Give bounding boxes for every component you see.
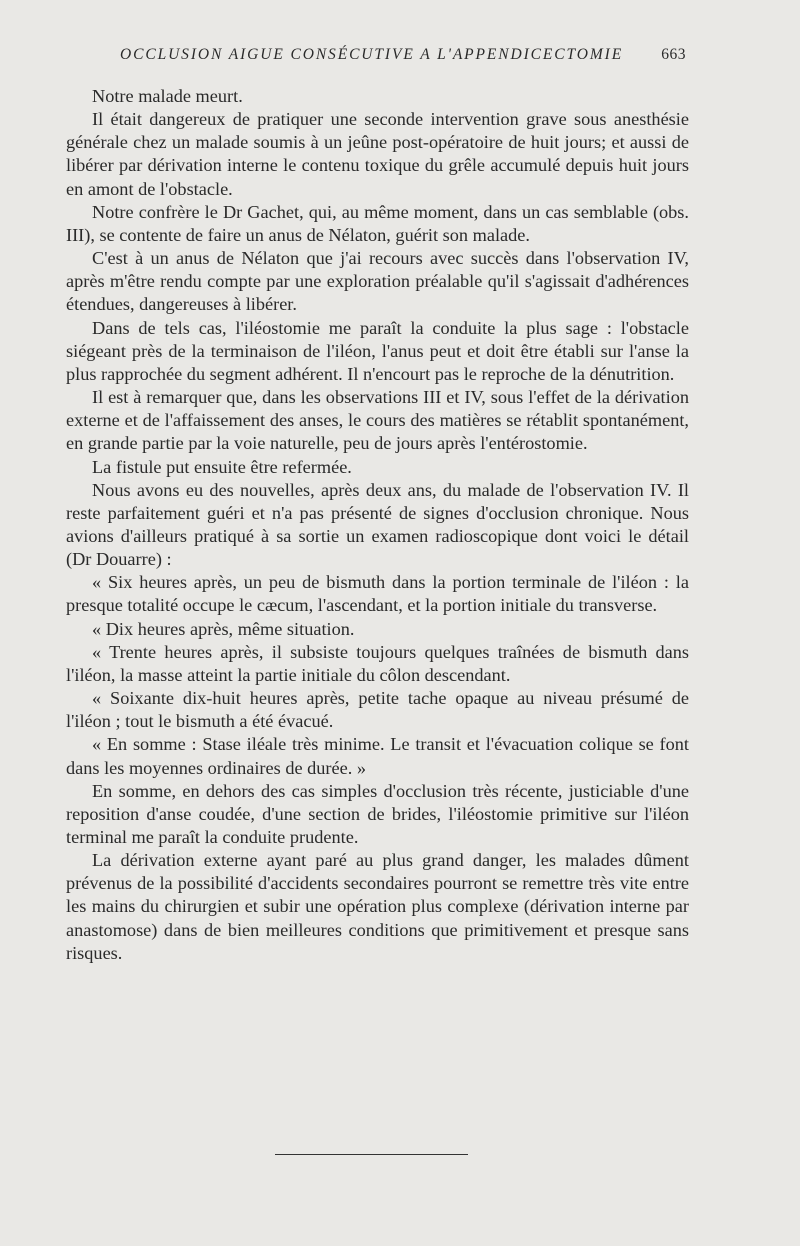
section-end-rule: [275, 1154, 468, 1155]
radioscopy-quote: « Six heures après, un peu de bismuth dans la portion terminale de l'iléon : la presque totalité occupe le cæcum, l'ascendant, et la portion initiale du transverse.: [66, 572, 689, 616]
radioscopy-quote: « En somme : Stase iléale très minime. Le transit et l'évacuation colique se font dans les moyennes ordinaires de durée. »: [66, 734, 689, 778]
radioscopy-quote: « Soixante dix-huit heures après, petite tache opaque au niveau présumé de l'iléon ; tout le bismuth a été évacué.: [66, 688, 689, 732]
paragraph: Il est à remarquer que, dans les observations III et IV, sous l'effet de la dérivation externe et de l'affaissement des anses, le cours des matières se rétablit spontanément, en grande partie par la voie naturelle, peu de jours après l'entérostomie.: [66, 387, 689, 454]
paragraph: Il était dangereux de pratiquer une seconde intervention grave sous anesthésie générale chez un malade soumis à un jeûne post-opératoire de huit jours; et aussi de libérer par dérivation interne le contenu toxique du grêle accumulé depuis huit jours en amont de l'obstacle.: [66, 109, 689, 199]
running-title: OCCLUSION AIGUE CONSÉCUTIVE A L'APPENDICECTOMIE: [120, 46, 624, 63]
running-head: [120, 46, 686, 64]
paragraph: Notre malade meurt.: [92, 86, 243, 106]
paragraph: La dérivation externe ayant paré au plus grand danger, les malades dûment prévenus de la possibilité d'accidents secondaires pourront se remettre très vite entre les mains du chirurgien et subir une opération plus complexe (dérivation interne par anastomose) dans de bien meilleures conditions que primitivement et presque sans risques.: [66, 850, 689, 963]
paragraph: Notre confrère le Dr Gachet, qui, au même moment, dans un cas semblable (obs. III), se contente de faire un anus de Nélaton, guérit son malade.: [66, 201, 689, 245]
paragraph: La fistule put ensuite être refermée.: [92, 456, 352, 477]
paragraph: Nous avons eu des nouvelles, après deux ans, du malade de l'observation IV. Il reste parfaitement guéri et n'a pas présenté de signes d'occlusion chronique. Nous avions d'ailleurs pratiqué à sa sortie un examen radioscopique dont voici le détail (Dr Douarre) :: [66, 479, 689, 570]
paragraph: C'est à un anus de Nélaton que j'ai recours avec succès dans l'observation IV, après m'être rendu compte par une exploration préalable qu'il s'agissait d'adhérences étendues, dangereuses à libérer.: [66, 248, 689, 315]
page-number: 663: [661, 46, 686, 63]
radioscopy-quote: « Trente heures après, il subsiste toujours quelques traînées de bismuth dans l'iléon, la masse atteint la partie initiale du côlon descendant.: [66, 641, 689, 685]
paragraph: Dans de tels cas, l'iléostomie me paraît la conduite la plus sage : l'obstacle siégeant près de la terminaison de l'iléon, l'anus peut et doit être établi sur l'anse la plus rapprochée du segment adhérent. Il n'encourt pas le reproche de la dénutrition.: [66, 317, 689, 384]
radioscopy-quote: « Dix heures après, même situation.: [92, 618, 355, 639]
paragraph: En somme, en dehors des cas simples d'occlusion très récente, justiciable d'une reposition d'anse coudée, d'une section de brides, l'iléostomie primitive sur l'iléon terminal me paraît la conduite prudente.: [66, 780, 689, 847]
body-text: [66, 85, 689, 965]
